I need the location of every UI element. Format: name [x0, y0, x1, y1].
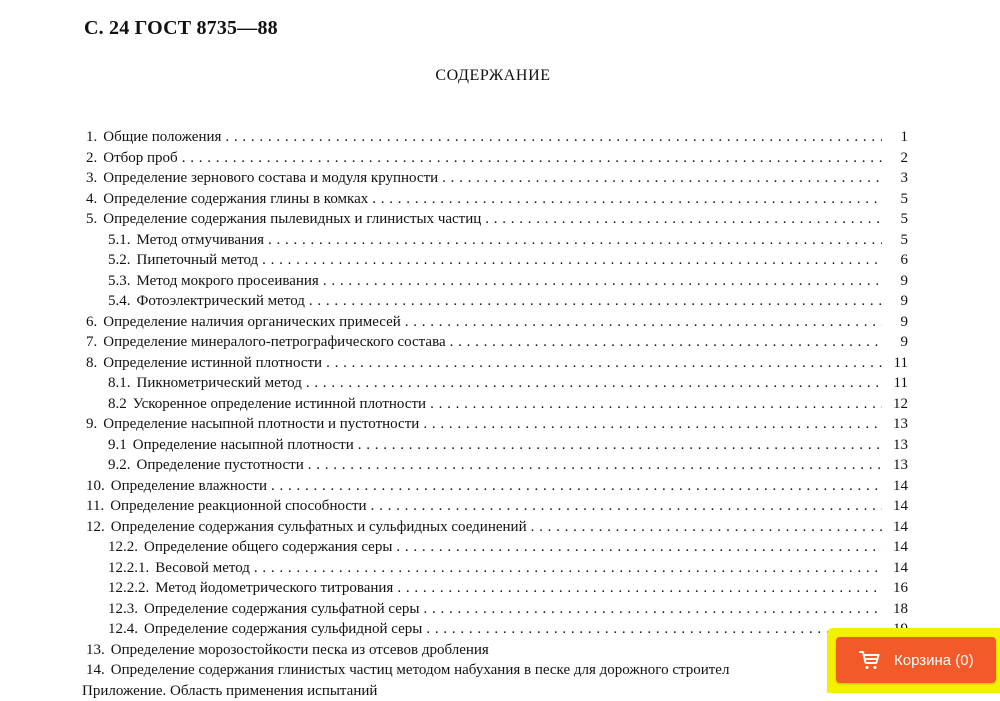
- toc-dot-leader: [372, 189, 882, 210]
- toc-entry-title: Определение содержания глины в комках: [103, 189, 368, 210]
- toc-entry: [86, 127, 908, 148]
- toc-entry-number: 12.2.1.: [108, 558, 149, 579]
- toc-entry-title: Определение реакционной способности: [110, 496, 366, 517]
- toc-dot-leader: [405, 312, 882, 333]
- toc-entry-number: 6.: [86, 312, 97, 333]
- toc-entry-page: 18: [886, 599, 908, 620]
- toc-dot-leader: [308, 455, 882, 476]
- toc-entry-title: Пипеточный метод: [137, 250, 259, 271]
- toc-dot-leader: [326, 353, 882, 374]
- toc-entry-title: Определение насыпной плотности: [133, 435, 354, 456]
- toc-entry-page: 13: [886, 435, 908, 456]
- toc-dot-leader: [225, 127, 882, 148]
- toc-entry: [86, 271, 908, 292]
- toc-entry: [86, 537, 908, 558]
- toc-entry-number: 12.2.: [108, 537, 138, 558]
- toc-dot-leader: [396, 537, 882, 558]
- toc-entry-page: 11: [886, 373, 908, 394]
- toc-entry-title: Метод отмучивания: [137, 230, 265, 251]
- toc-entry-title: Определение зернового состава и модуля крупности: [103, 168, 438, 189]
- toc-entry: [86, 578, 908, 599]
- toc-entry-page: 3: [886, 168, 908, 189]
- toc-entry: [86, 640, 908, 661]
- toc-entry: [86, 230, 908, 251]
- toc-entry-page: 14: [886, 476, 908, 497]
- toc-dot-leader: [450, 332, 882, 353]
- toc-entry-title: Определение влажности: [111, 476, 267, 497]
- cart-icon: [858, 648, 882, 672]
- toc-entry-page: 9: [886, 332, 908, 353]
- toc-entry: [86, 619, 908, 640]
- toc-entry-title: Определение пустотности: [137, 455, 304, 476]
- toc-entry: [86, 291, 908, 312]
- toc-entry-number: 8.: [86, 353, 97, 374]
- toc-entry-page: 14: [886, 496, 908, 517]
- toc-entry-title: Ускоренное определение истинной плотности: [133, 394, 426, 415]
- toc-entry-page: 9: [886, 271, 908, 292]
- table-of-contents: [86, 127, 908, 701]
- toc-entry-title: Приложение. Область применения испытаний: [82, 681, 377, 701]
- toc-entry-title: Метод йодометрического титрования: [155, 578, 393, 599]
- toc-entry-number: 11.: [86, 496, 104, 517]
- toc-entry: [86, 250, 908, 271]
- toc-entry: [86, 476, 908, 497]
- toc-entry-page: 1: [886, 127, 908, 148]
- toc-entry-number: 13.: [86, 640, 105, 661]
- toc-entry-number: 12.2.2.: [108, 578, 149, 599]
- toc-entry-page: 14: [886, 558, 908, 579]
- toc-dot-leader: [423, 414, 882, 435]
- toc-entry-page: 13: [886, 455, 908, 476]
- toc-dot-leader: [309, 291, 882, 312]
- toc-dot-leader: [268, 230, 882, 251]
- toc-entry-title: Определение общего содержания серы: [144, 537, 392, 558]
- toc-entry-title: Метод мокрого просеивания: [137, 271, 319, 292]
- toc-entry: [86, 414, 908, 435]
- toc-entry-number: 9.2.: [108, 455, 131, 476]
- toc-entry-number: 12.: [86, 517, 105, 538]
- toc-entry-number: 8.2: [108, 394, 127, 415]
- toc-entry-number: 12.3.: [108, 599, 138, 620]
- toc-entry-page: 14: [886, 517, 908, 538]
- toc-dot-leader: [306, 373, 882, 394]
- toc-entry-title: Определение содержания пылевидных и глинистых частиц: [103, 209, 481, 230]
- page-header: С. 24 ГОСТ 8735—88: [84, 17, 278, 40]
- toc-entry: [86, 209, 908, 230]
- toc-entry: [86, 455, 908, 476]
- toc-entry-title: Определение содержания сульфатных и сульфидных соединений: [111, 517, 527, 538]
- toc-entry: [86, 558, 908, 579]
- toc-entry: [86, 353, 908, 374]
- toc-dot-leader: [426, 619, 882, 640]
- toc-entry-title: Определение наличия органических примесей: [103, 312, 401, 333]
- toc-entry: [86, 148, 908, 169]
- toc-entry-number: 2.: [86, 148, 97, 169]
- toc-dot-leader: [424, 599, 882, 620]
- toc-entry-page: 9: [886, 312, 908, 333]
- toc-entry-title: Общие положения: [103, 127, 221, 148]
- toc-entry-number: 9.: [86, 414, 97, 435]
- toc-entry: [86, 168, 908, 189]
- toc-entry-page: 13: [886, 414, 908, 435]
- toc-entry-number: 5.2.: [108, 250, 131, 271]
- toc-entry-number: 4.: [86, 189, 97, 210]
- cart-button[interactable]: [836, 637, 996, 683]
- toc-entry-page: 6: [886, 250, 908, 271]
- toc-entry-title: Определение насыпной плотности и пустотности: [103, 414, 419, 435]
- toc-dot-leader: [442, 168, 882, 189]
- toc-entry-page: 14: [886, 537, 908, 558]
- toc-entry-title: Определение содержания сульфидной серы: [144, 619, 422, 640]
- toc-entry-page: 11: [886, 353, 908, 374]
- contents-title: СОДЕРЖАНИЕ: [0, 67, 986, 85]
- toc-entry-title: Определение содержания глинистых частиц методом набухания в песке для дорожного строител: [111, 660, 730, 681]
- toc-entry-page: 5: [886, 209, 908, 230]
- toc-entry-page: 9: [886, 291, 908, 312]
- toc-entry-number: 1.: [86, 127, 97, 148]
- toc-entry-number: 5.4.: [108, 291, 131, 312]
- toc-entry-title: Определение минералого-петрографического состава: [103, 332, 445, 353]
- toc-dot-leader: [262, 250, 882, 271]
- toc-entry-number: 5.: [86, 209, 97, 230]
- toc-entry-page: 12: [886, 394, 908, 415]
- toc-entry-number: 12.4.: [108, 619, 138, 640]
- toc-entry: [86, 332, 908, 353]
- toc-entry: [86, 189, 908, 210]
- toc-entry-page: 5: [886, 230, 908, 251]
- toc-entry-page: 2: [886, 148, 908, 169]
- toc-entry: [86, 599, 908, 620]
- toc-entry-title: Весовой метод: [155, 558, 250, 579]
- toc-dot-leader: [254, 558, 882, 579]
- toc-entry-number: 9.1: [108, 435, 127, 456]
- toc-entry-number: 14.: [86, 660, 105, 681]
- toc-entry-title: Определение истинной плотности: [103, 353, 322, 374]
- toc-entry-number: 3.: [86, 168, 97, 189]
- toc-entry-title: Пикнометрический метод: [137, 373, 302, 394]
- toc-dot-leader: [397, 578, 882, 599]
- toc-entry-number: 5.3.: [108, 271, 131, 292]
- toc-entry-title: Фотоэлектрический метод: [137, 291, 305, 312]
- toc-entry: [86, 660, 908, 681]
- toc-dot-leader: [531, 517, 882, 538]
- toc-entry-number: 7.: [86, 332, 97, 353]
- toc-entry-title: Отбор проб: [103, 148, 177, 169]
- toc-dot-leader: [485, 209, 882, 230]
- toc-entry: [86, 435, 908, 456]
- toc-entry: [86, 373, 908, 394]
- toc-entry: [82, 681, 908, 701]
- toc-entry-number: 5.1.: [108, 230, 131, 251]
- toc-dot-leader: [271, 476, 882, 497]
- toc-entry-page: 16: [886, 578, 908, 599]
- toc-entry: [86, 394, 908, 415]
- cart-label: Корзина (0): [894, 652, 974, 669]
- toc-entry: [86, 312, 908, 333]
- toc-entry-number: 10.: [86, 476, 105, 497]
- toc-dot-leader: [323, 271, 882, 292]
- toc-entry-title: Определение содержания сульфатной серы: [144, 599, 420, 620]
- toc-entry-title: Определение морозостойкости песка из отсевов дробления: [111, 640, 489, 661]
- toc-entry-number: 8.1.: [108, 373, 131, 394]
- toc-dot-leader: [358, 435, 882, 456]
- toc-dot-leader: [182, 148, 882, 169]
- toc-entry: [86, 517, 908, 538]
- toc-dot-leader: [371, 496, 882, 517]
- toc-dot-leader: [430, 394, 882, 415]
- toc-entry: [86, 496, 908, 517]
- toc-entry-page: 5: [886, 189, 908, 210]
